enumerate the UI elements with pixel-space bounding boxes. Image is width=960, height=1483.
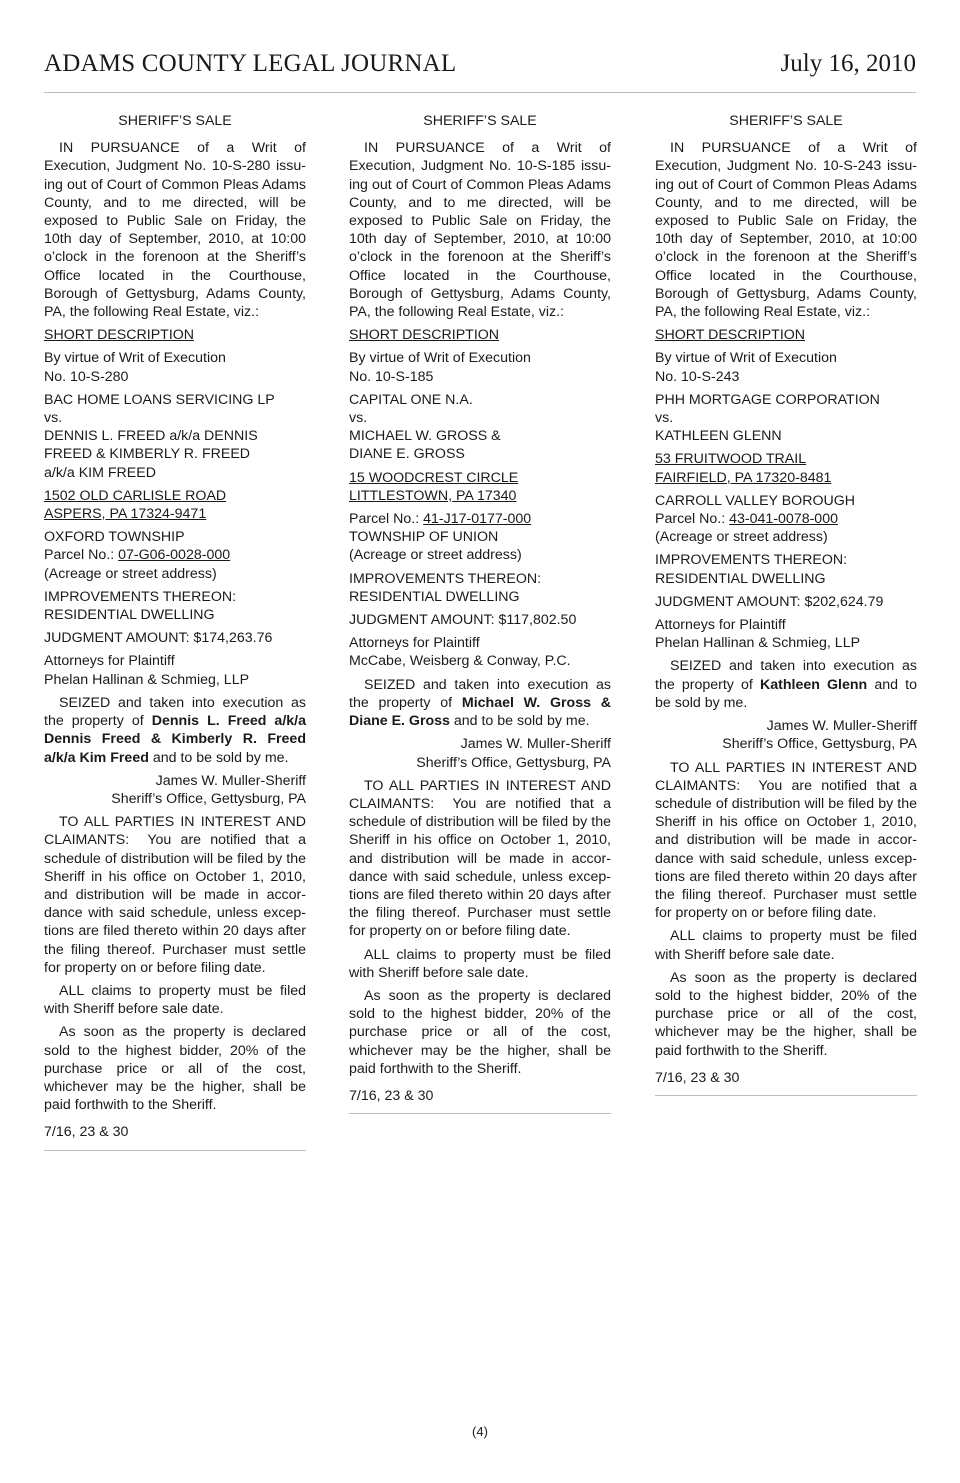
- attorneys: [655, 616, 917, 652]
- writ-reference: [44, 349, 306, 385]
- municipality: OXFORD TOWNSHIP: [44, 529, 185, 546]
- parcel-info: [349, 510, 611, 565]
- seized-suffix: and to be sold by me.: [449, 713, 590, 730]
- acreage-note: (Acreage or street address): [349, 547, 522, 564]
- distribution-notice: TO ALL PARTIES IN INTEREST AND CLAIMANTS: You are notified that a schedule of distribution will be filed by the Sheriff in his office on October 1, 2010, and distribution will be made in accordance with said schedule, unless exceptions are filed thereto within 20 days after the filing thereof. Purchaser must settle for property on or before filing date.: [349, 777, 611, 940]
- judgment-amount: JUDGMENT AMOUNT: $202,624.79: [655, 593, 884, 610]
- writ-number: No. 10-S-185: [349, 368, 434, 385]
- claims-notice: ALL claims to property must be filed with Sheriff before sale date.: [44, 982, 306, 1018]
- acreage-note: (Acreage or street address): [655, 529, 828, 546]
- publication-dates: 7/16, 23 & 30: [44, 1123, 306, 1150]
- versus: vs.: [44, 410, 63, 427]
- defendant-line: DENNIS L. FREED a/k/a DENNIS: [44, 428, 258, 445]
- improvements-value: RESIDENTIAL DWELLING: [349, 588, 520, 605]
- notice-title: SHERIFF’S SALE: [118, 113, 232, 129]
- defendant-line: MICHAEL W. GROSS &: [349, 428, 501, 445]
- improvements: [44, 588, 306, 624]
- sheriff-office: Sheriff’s Office, Gettysburg, PA: [722, 736, 917, 753]
- parcel-line: [655, 510, 917, 528]
- bidder-terms: As soon as the property is declared sold to the highest bidder, 20% of the purchase price or all of the cost, whichever may be the higher, shall be paid forthwith to the Sheriff.: [44, 1024, 306, 1114]
- municipality: CARROLL VALLEY BOROUGH: [655, 492, 856, 509]
- attorneys-label: Attorneys for Plaintiff: [44, 653, 175, 670]
- page-header: [44, 50, 916, 93]
- seized-suffix: and to be sold by me.: [148, 749, 289, 766]
- address-city: FAIRFIELD, PA 17320-8481: [655, 469, 832, 486]
- improvements: [349, 570, 611, 606]
- short-description-heading: SHORT DESCRIPTION: [349, 327, 500, 344]
- parcel-info: [44, 528, 306, 583]
- case-parties: [349, 391, 611, 464]
- writ-reference: [655, 349, 917, 385]
- versus: vs.: [349, 410, 368, 427]
- attorneys: [44, 652, 306, 688]
- improvements-label: IMPROVEMENTS THEREON:: [655, 552, 848, 569]
- plaintiff: CAPITAL ONE N.A.: [349, 391, 473, 408]
- parcel-line: [44, 546, 306, 564]
- sheriff-sale-notice-3: [655, 112, 917, 1096]
- seized-statement: [655, 657, 917, 712]
- parcel-label: Parcel No.:: [44, 547, 119, 564]
- address-street: 53 FRUITWOOD TRAIL: [655, 451, 807, 468]
- defendant-line: FREED & KIMBERLY R. FREED: [44, 446, 251, 463]
- notice-title: SHERIFF’S SALE: [423, 113, 537, 129]
- parcel-number: 41-J17-0177-000: [423, 511, 532, 528]
- writ-line: By virtue of Writ of Execution: [655, 350, 837, 367]
- improvements-value: RESIDENTIAL DWELLING: [44, 607, 215, 624]
- defendant-line: DIANE E. GROSS: [349, 446, 465, 463]
- sheriff-office: Sheriff’s Office, Gettysburg, PA: [416, 754, 611, 771]
- notice-intro: IN PURSUANCE of a Writ of Execution, Judgment No. 10-S-280 issuing out of Court of Common Pleas Adams County, and to me directed, will be exposed to Public Sale on Friday, the 10th day of September, 2010, at 10:00 o’clock in the forenoon at the Sheriff’s Office located in the Courthouse, Borough of Gettysburg, Adams County, PA, the following Real Estate, viz.:: [44, 140, 306, 321]
- publication-dates: 7/16, 23 & 30: [349, 1087, 611, 1114]
- municipality: TOWNSHIP OF UNION: [349, 529, 499, 546]
- property-address: [44, 487, 306, 523]
- sheriff-sale-notice-2: [349, 112, 611, 1114]
- distribution-notice: TO ALL PARTIES IN INTEREST AND CLAIMANTS: You are notified that a schedule of distribution will be filed by the Sheriff in his office on October 1, 2010, and distribution will be made in accordance with said schedule, unless exceptions are filed thereto within 20 days after the filing thereof. Purchaser must settle for property on or before filing date.: [44, 814, 306, 976]
- improvements-label: IMPROVEMENTS THEREON:: [349, 570, 542, 587]
- sheriff-signature: [44, 772, 306, 808]
- writ-number: No. 10-S-280: [44, 368, 129, 385]
- parcel-label: Parcel No.:: [349, 511, 424, 528]
- parcel-info: [655, 492, 917, 547]
- address-city: LITTLESTOWN, PA 17340: [349, 487, 517, 504]
- parcel-number: 43-041-0078-000: [729, 511, 838, 528]
- notice-intro: IN PURSUANCE of a Writ of Execution, Judgment No. 10-S-243 issuing out of Court of Common Pleas Adams County, and to me directed, will be exposed to Public Sale on Friday, the 10th day of September, 2010, at 10:00 o’clock in the forenoon at the Sheriff’s Office located in the Courthouse, Borough of Gettysburg, Adams County, PA, the following Real Estate, viz.:: [655, 140, 917, 321]
- improvements-label: IMPROVEMENTS THEREON:: [44, 588, 237, 605]
- case-parties: [44, 391, 306, 482]
- sheriff-office: Sheriff’s Office, Gettysburg, PA: [111, 790, 306, 807]
- defendant-line: KATHLEEN GLENN: [655, 428, 782, 445]
- writ-reference: [349, 349, 611, 385]
- parcel-line: [349, 510, 611, 528]
- improvements-value: RESIDENTIAL DWELLING: [655, 570, 826, 587]
- seized-owner: Dennis L. Freed a/k/a Dennis Freed & Kimberly R. Freed a/k/a Kim Freed: [44, 713, 306, 766]
- publication-dates: 7/16, 23 & 30: [655, 1069, 917, 1096]
- plaintiff: BAC HOME LOANS SERVICING LP: [44, 391, 275, 408]
- notice-intro: IN PURSUANCE of a Writ of Execution, Judgment No. 10-S-185 issuing out of Court of Common Pleas Adams County, and to me directed, will be exposed to Public Sale on Friday, the 10th day of September, 2010, at 10:00 o’clock in the forenoon at the Sheriff’s Office located in the Courthouse, Borough of Gettysburg, Adams County, PA, the following Real Estate, viz.:: [349, 140, 611, 321]
- defendant-line: a/k/a KIM FREED: [44, 464, 156, 481]
- seized-suffix: and to be sold by me.: [655, 676, 917, 711]
- writ-number: No. 10-S-243: [655, 368, 740, 385]
- bidder-terms: As soon as the property is declared sold to the highest bidder, 20% of the purchase price or all of the cost, whichever may be the higher, shall be paid forthwith to the Sheriff.: [655, 969, 917, 1059]
- address-city: ASPERS, PA 17324-9471: [44, 506, 207, 523]
- improvements: [655, 551, 917, 587]
- versus: vs.: [655, 410, 674, 427]
- attorneys-firm: Phelan Hallinan & Schmieg, LLP: [655, 635, 861, 652]
- case-parties: [655, 391, 917, 446]
- short-description-heading: SHORT DESCRIPTION: [655, 327, 806, 344]
- seized-prefix: SEIZED and taken into execution as the property of: [44, 694, 306, 730]
- seized-prefix: SEIZED and taken into execution as the property of: [349, 676, 611, 711]
- bidder-terms: As soon as the property is declared sold to the highest bidder, 20% of the purchase price or all of the cost, whichever may be the higher, shall be paid forthwith to the Sheriff.: [349, 987, 611, 1077]
- claims-notice: ALL claims to property must be filed with Sheriff before sale date.: [349, 946, 611, 981]
- claims-notice: ALL claims to property must be filed with Sheriff before sale date.: [655, 928, 917, 963]
- address-street: 1502 OLD CARLISLE ROAD: [44, 487, 227, 504]
- journal-title: ADAMS COUNTY LEGAL JOURNAL: [44, 50, 457, 77]
- sheriff-sale-notice-1: [44, 112, 306, 1151]
- sheriff-signature: [655, 717, 917, 753]
- sheriff-name: James W. Muller-Sheriff: [460, 736, 611, 753]
- issue-date: July 16, 2010: [780, 50, 916, 77]
- attorneys-label: Attorneys for Plaintiff: [655, 617, 786, 634]
- parcel-label: Parcel No.:: [655, 511, 730, 528]
- short-description-heading: SHORT DESCRIPTION: [44, 327, 195, 344]
- seized-statement: [349, 676, 611, 731]
- seized-statement: [44, 694, 306, 767]
- attorneys: [349, 634, 611, 670]
- attorneys-firm: Phelan Hallinan & Schmieg, LLP: [44, 671, 250, 688]
- sheriff-signature: [349, 735, 611, 771]
- sheriff-name: James W. Muller-Sheriff: [155, 772, 306, 789]
- seized-owner: Kathleen Glenn: [759, 676, 868, 693]
- seized-owner: Michael W. Gross & Diane E. Gross: [349, 694, 611, 730]
- judgment-amount: JUDGMENT AMOUNT: $117,802.50: [349, 612, 577, 629]
- attorneys-firm: McCabe, Weisberg & Conway, P.C.: [349, 653, 571, 670]
- attorneys-label: Attorneys for Plaintiff: [349, 635, 480, 652]
- plaintiff: PHH MORTGAGE CORPORATION: [655, 391, 880, 408]
- address-street: 15 WOODCREST CIRCLE: [349, 469, 519, 486]
- acreage-note: (Acreage or street address): [44, 565, 217, 582]
- notice-title: SHERIFF’S SALE: [729, 113, 843, 129]
- judgment-amount: JUDGMENT AMOUNT: $174,263.76: [44, 630, 273, 647]
- parcel-number: 07-G06-0028-000: [118, 547, 231, 564]
- distribution-notice: TO ALL PARTIES IN INTEREST AND CLAIMANTS: You are notified that a schedule of distribution will be filed by the Sheriff in his office on October 1, 2010, and distribution will be made in accordance with said schedule, unless exceptions are filed thereto within 20 days after the filing thereof. Purchaser must settle for property on or before filing date.: [655, 759, 917, 922]
- property-address: [349, 469, 611, 505]
- property-address: [655, 450, 917, 486]
- writ-line: By virtue of Writ of Execution: [44, 350, 226, 367]
- writ-line: By virtue of Writ of Execution: [349, 350, 531, 367]
- sheriff-name: James W. Muller-Sheriff: [766, 718, 917, 735]
- seized-prefix: SEIZED and taken into execution as the property of: [655, 658, 917, 693]
- page-number: (4): [472, 1424, 488, 1439]
